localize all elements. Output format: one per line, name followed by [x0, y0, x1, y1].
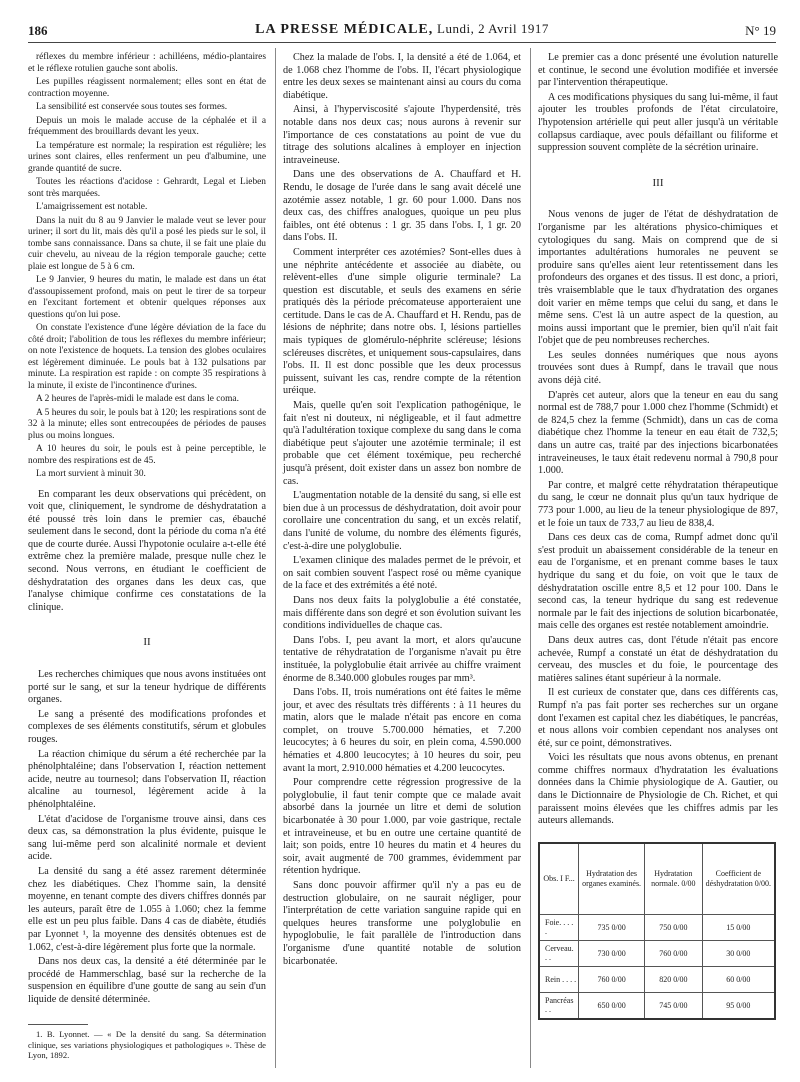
table-header-cell: Coefficient de déshydratation 0/00.: [702, 843, 775, 915]
table-header-cell: Obs. I F...: [539, 843, 579, 915]
body-paragraph: L'état d'acidose de l'organisme trouve ainsi, dans ces deux cas, sa démonstration la plus évidente, puisque le sang lui-même perd son alcalinité normale et devient acide.: [28, 813, 266, 863]
table-cell: 750 0/00: [645, 914, 703, 940]
table-cell: 60 0/00: [702, 966, 775, 992]
hydration-table: [538, 842, 776, 1020]
body-paragraph: Le premier cas a donc présenté une évolution naturelle et continue, le second une évolution modifiée et inversée par l'intervention thérapeutique.: [538, 52, 778, 89]
table-cell: 760 0/00: [645, 940, 703, 966]
body-paragraph: D'après cet auteur, alors que la teneur en eau du sang normal est de 788,7 pour 1.000 chez l'homme (Schmidt) et de 824,5 chez la femme (Schmidt), dans un cas de coma diabétique chez l'homme la teneur en eau était de 732,5; dans un autre cas, traité par des injections bicarbonatées intraveineuses, le taux était redevenu normal à 790,8 pour 1.000.: [538, 389, 778, 477]
case-paragraph: Depuis un mois le malade accuse de la céphalée et il a fréquemment des brouillards devant les yeux.: [28, 115, 266, 137]
journal-title: LA PRESSE MÉDICALE,: [255, 22, 434, 37]
case-paragraph: La température est normale; la respiration est régulière; les urines sont claires, elles renferment un peu d'albumine, une grande quantité de sucre.: [28, 140, 266, 174]
section-heading: III: [652, 176, 664, 189]
body-paragraph: Il est curieux de constater que, dans ces différents cas, Rumpf n'a pas fait porter ses recherches sur un organe dont l'examen est capital chez les diabétiques, le pancréas, et nous allons voir combien cependant nos analyses ont été, sur ce point, démonstratives.: [538, 687, 778, 749]
table-header-cell: Hydratation normale. 0/00: [645, 843, 703, 915]
body-paragraph: Ainsi, à l'hyperviscosité s'ajoute l'hyperdensité, très notable dans nos deux cas; nous aurons à revenir sur l'importance de ces constatations au point de vue du titrage des solutions alcalines à employer en injection intraveineuse.: [283, 104, 521, 166]
body-paragraph: Chez la malade de l'obs. I, la densité a été de 1.064, et de 1.068 chez l'homme de l'obs. II, l'écart physiologique entre les deux sexes se maintenant ainsi au cours du coma diabétique.: [283, 52, 521, 101]
issue-number: N° 19: [745, 23, 776, 38]
case-paragraph: On constate l'existence d'une légère déviation de la face du côté droit; l'abolition de tous les réflexes du membre inférieur; on note l'existence de hoquets. La tension des globes oculaires est légèrement diminuée. Le pouls bat à 132 pulsations par minute. La respiration est rapide : on compte 35 respirations à la minute, il existe de l'incontinence d'urines.: [28, 323, 266, 391]
body-paragraph: Dans ces deux cas de coma, Rumpf admet donc qu'il s'est produit un abaissement considérable de la teneur en eau de l'organisme, et en prenant comme bases le taux hydrique du sang et du foie, on voit que le taux de déshydratation oscille entre 8,5 et 12 pour 100. Dans le second cas, la teneur hydrique du sang est redevenue normale par le fait des injections de solution bicarbonatée, mais celle des organes est restée notablement amoindrie.: [538, 532, 778, 632]
header-rule: [28, 42, 776, 43]
body-paragraph: Sans donc pouvoir affirmer qu'il n'y a pas eu de destruction globulaire, on ne saurait négliger, pour l'interprétation de cette variation sanguine rapide qui en quelques heures transforme une polyglobulie en hypoglobulie, le fait parallèle de l'introduction dans l'organisme d'une quantité notable de solution bicarbonatée.: [283, 880, 521, 967]
column-middle: [283, 52, 521, 970]
issue-date: Lundi, 2 Avril 1917: [437, 21, 549, 36]
column-left: [28, 52, 266, 1063]
case-report: [28, 52, 266, 481]
table-header-row: [539, 843, 775, 915]
case-paragraph: A 10 heures du soir, le pouls est à peine perceptible, le nombre des respirations est de 45.: [28, 444, 266, 466]
case-paragraph: La mort survient à minuit 30.: [36, 469, 146, 479]
body-paragraph: Nous venons de juger de l'état de déshydratation de l'organisme par les altérations physico-chimiques et cytologiques du sang. Mais on comprend que de si importantes adultérations humorales ne peuvent se produire sans qu'elles aient leur retentissement dans les profondeurs des organes et des tissus. Il est donc, a priori, très vraisemblable que le taux d'hydratation des organes doit varier en même temps que celui du sang, et dans le même sens. C'est là un autre aspect de la question, au moins aussi important que le premier, bien qu'il n'ait fait l'objet que de peu nombreuses recherches.: [538, 209, 778, 347]
column-right: [538, 52, 778, 1020]
case-paragraph: Les pupilles réagissent normalement; elles sont en état de contraction moyenne.: [28, 77, 266, 99]
body-paragraph: Pour comprendre cette régression progressive de la polyglobulie, il faut tenir compte que ce malade avait absorbé dans la journée un litre et demi de solution bicarbonatée à 30 pour 1.000, par voie gastrique, rectale et intraveineuse, et bu en outre une certaine quantité de lait; son poids, entre 10 heures du matin et 4 heures du soir, avait augmenté de 700 grammes, évidemment par rétention hydrique.: [283, 777, 521, 877]
case-paragraph: réflexes du membre inférieur : achilléens, médio-plantaires et le réflexe rotulien gauche sont abolis.: [28, 52, 266, 74]
body-paragraph: Le sang a présenté des modifications profondes et complexes de ses éléments constitutifs, sérum et globules rouges.: [28, 708, 266, 745]
case-paragraph: La sensibilité est conservée sous toutes ses formes.: [36, 102, 228, 112]
journal-heading: [28, 21, 776, 38]
body-paragraph: L'augmentation notable de la densité du sang, si elle est bien due à un processus de déshydratation, doit avoir pour corollaire une concentration du sang, et un excès relatif, dans l'unité de volume, du nombre des éléments figurés, c'est-à-dire une polyglobulie.: [283, 490, 521, 552]
case-paragraph: Dans la nuit du 8 au 9 Janvier le malade veut se lever pour uriner; il sort du lit, mais dès qu'il a posé les pieds sur le sol, il tombe sans connaissance. Dans sa chute, il se fait une plaie du cuir chevelu, au niveau de la région temporale gauche; cette plaie est longue de 5 à 6 cm.: [28, 215, 266, 272]
body-paragraph: Dans deux autres cas, dont l'étude n'était pas encore achevée, Rumpf a constaté un état de déshydratation du cerveau, des muscles et du foie, le pourcentage des matières salines étant supérieur à la normale.: [538, 634, 778, 684]
table-cell: 745 0/00: [645, 992, 703, 1019]
table-cell: Cerveau. . .: [539, 940, 579, 966]
table-cell: 735 0/00: [579, 914, 645, 940]
case-paragraph: Le 9 Janvier, 9 heures du matin, le malade est dans un état d'assoupissement profond, mais on peut le tirer de sa torpeur en l'excitant fortement et obtenir quelques réponses aux questions qu'on lui pose.: [28, 275, 266, 320]
body-paragraph: L'examen clinique des malades permet de le prévoir, et on sait combien souvent l'aspect rosé ou même cyanique de la face et des extrémités a été noté.: [283, 555, 521, 592]
table-cell: Rein . . . .: [539, 966, 579, 992]
body-paragraph: Mais, quelle qu'en soit l'explication pathogénique, le fait n'est ni douteux, ni négligeable, et il faut admettre qu'à l'adultération toxique complexe du sang dans le coma diabétique peut s'ajouter une azotémie terminale; il est probable que cet élément toxémique, peu recherché jusqu'à présent, doit exister dans un assez bon nombre de cas.: [283, 400, 521, 487]
body-paragraph: Les recherches chimiques que nous avons instituées ont porté sur le sang, et sur la teneur hydrique de différents organes.: [28, 669, 266, 706]
case-paragraph: A 2 heures de l'après-midi le malade est dans le coma.: [36, 394, 239, 404]
page-header: [28, 20, 776, 42]
table-row: [539, 940, 775, 966]
table-cell: 15 0/00: [702, 914, 775, 940]
table-cell: 760 0/00: [579, 966, 645, 992]
body-paragraph: A ces modifications physiques du sang lui-même, il faut ajouter les troubles profonds de l'état circulatoire, l'hypotension artérielle qui peut aller jusqu'à un véritable collapsus cardiaque, avec pouls défaillant ou filiforme et suppression souvent complète de la sécrétion urinaire.: [538, 91, 778, 154]
body-paragraph: Par contre, et malgré cette réhydratation thérapeutique du sang, le cœur ne donnait plus qu'un taux hydrique de 773 pour 1.000, au lieu de la teneur physiologique de 897, et le foie un taux de 733,7 au lieu de 838,4.: [538, 479, 778, 529]
table-row: [539, 992, 775, 1019]
body-paragraph: Les seules données numériques que nous ayons trouvées sont dues à Rumpf, dans le travail que nous avons déjà cité.: [538, 349, 778, 387]
table-cell: 650 0/00: [579, 992, 645, 1019]
body-paragraph: En comparant les deux observations qui précèdent, on voit que, cliniquement, le syndrome de déshydratation a été poussé très loin dans le premier cas, ébauché seulement dans le second, dont la période du coma n'a été que de courte durée. Aussi l'hypotonie oculaire a-t-elle été extrême chez la première malade, presque nulle chez le second. Nous verrons, en étudiant le coefficient de déshydratation des organes dans les deux cas, que l'analyse chimique confirme ces constatations de la clinique.: [28, 488, 266, 613]
section-heading: II: [143, 636, 151, 649]
column-divider: [275, 48, 276, 1068]
page-number: 186: [28, 23, 48, 38]
table-cell: 820 0/00: [645, 966, 703, 992]
body-paragraph: Dans nos deux faits la polyglobulie a été constatée, mais différente dans son degré et son évolution suivant les conditions individuelles de chaque cas.: [283, 594, 521, 632]
body-paragraph: Dans l'obs. I, peu avant la mort, et alors qu'aucune tentative de réhydratation de l'organisme n'avait pu être instituée, la polyglobulie était arrivée au chiffre vraiment énorme de 8.340.000 globules rouges par mm³.: [283, 634, 521, 684]
body-paragraph: Dans nos deux cas, la densité a été déterminée par le procédé de Hammerschlag, basé sur la recherche de la suspension en équilibre d'une goutte de sang au sein d'un liquide de densité déterminée.: [28, 956, 266, 1005]
case-paragraph: A 5 heures du soir, le pouls bat à 120; les respirations sont de 32 à la minute; elles sont entrecoupées de périodes de pauses plus ou moins longues.: [28, 407, 266, 441]
table-row: [539, 966, 775, 992]
table-header-cell: Hydratation des organes examinés.: [579, 843, 645, 915]
body-paragraph: Voici les résultats que nous avons obtenus, en prenant comme chiffres normaux d'hydratation les évaluations données dans la Chimie physiologique de A. Gautier, ou dans le Dictionnaire de Physiologie de Ch. Richet, et qui paraissent moins élevées que les chiffres admis par les auteurs allemands.: [538, 752, 778, 827]
footnote: 1. B. Lyonnet. — « De la densité du sang. Sa détermination clinique, ses variations physiologiques et pathologiques ». Thèse de Lyon, 1892.: [28, 1029, 266, 1061]
table-cell: Foie. . . . .: [539, 914, 579, 940]
body-paragraph: Dans l'obs. II, trois numérations ont été faites le même jour, et avec des résultats très différents : à 11 heures du matin, alors que le malade n'était pas encore en coma complet, on trouve 5.700.000 hématies, et 7.200 leucocytes; à 6 heures du soir, en plein coma, 4.590.000 hématies et 4.800 leucocytes; à 10 heures du soir, peu avant la mort, 2.910.000 hématies et 4.200 leucocytes.: [283, 687, 521, 774]
case-paragraph: L'amaigrissement est notable.: [36, 202, 148, 212]
body-paragraph: La réaction chimique du sérum a été recherchée par la phénolphtaléine; dans l'observation I, réaction nettement acide, neutre au tournesol; dans l'observation II, réaction alcaline au tournesol, légèrement acide à la phénolphtaléine.: [28, 748, 266, 810]
body-paragraph: Comment interpréter ces azotémies? Sont-elles dues à une néphrite antécédente et associée au diabète, ou relèvent-elles d'une simple oligurie terminale? La question est discutable, et seuls des examens en série pratiqués dès la période précomateuse apporteraient une certitude. Dans le cas de A. Chauffard et H. Rendu, pas de lésions de néphrite; dans notre obs. I, lésions partielles mais typiques de glomérulo-néphrite scléreuse; lésions scléreuses discrètes, et uniquement sous-capsulaires, dans l'obs. II. Il est donc possible que les deux processus puissent, suivant les cas, rendre compte de la rétention uréique.: [283, 246, 521, 397]
table-cell: 95 0/00: [702, 992, 775, 1019]
case-paragraph: Toutes les réactions d'acidose : Gehrardt, Legal et Lieben sont très marquées.: [28, 177, 266, 199]
table-cell: Pancréas . .: [539, 992, 579, 1019]
table-cell: 30 0/00: [702, 940, 775, 966]
column-divider: [530, 48, 531, 1068]
table-cell: 730 0/00: [579, 940, 645, 966]
body-paragraph: La densité du sang a été assez rarement déterminée chez les diabétiques. Chez l'homme sain, la densité moyenne, en tenant compte des divers chiffres donnés par les auteurs, paraît être de 1.055 à 1.060; chez la femme elle est un peu plus faible. Dans 4 cas de diabète, étudiés par Lyonnet ¹, la moyenne des densités obtenues est de 1.062, c'est-à-dire légèrement plus forte que la normale.: [28, 865, 266, 953]
table-row: [539, 914, 775, 940]
body-paragraph: Dans une des observations de A. Chauffard et H. Rendu, le dosage de l'urée dans le sang avait décelé une azotémie assez notable, 1 gr. 60 pour 1.000. Dans nos deux cas, des chiffres analogues, quoique un peu plus faibles, ont été obtenus : 1 gr. 35 dans l'obs. I, 1 gr. 20 dans l'obs. II.: [283, 169, 521, 244]
footnote-rule: [28, 1024, 88, 1025]
